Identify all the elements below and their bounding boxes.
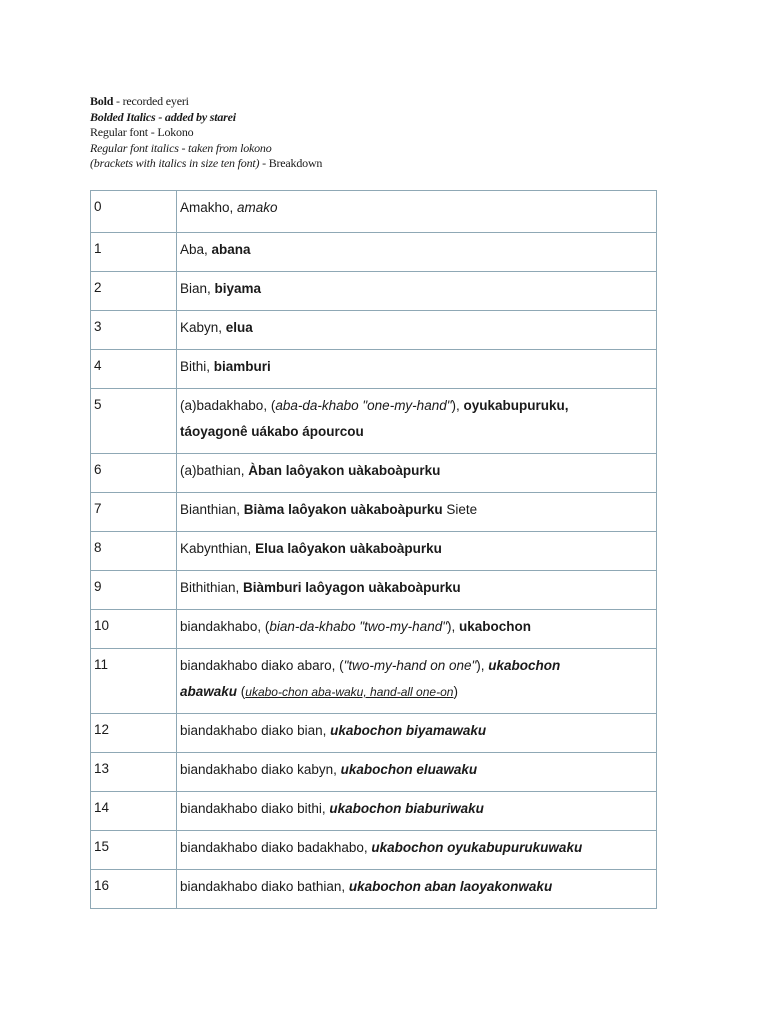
word-fragment: biandakhabo diako bathian, [180, 879, 349, 894]
word-fragment: ( [237, 684, 246, 699]
word-fragment: biandakhabo diako bithi, [180, 801, 330, 816]
word-fragment: ukabochon aban laoyakonwaku [348, 879, 553, 894]
table-row [91, 233, 657, 272]
number-cell: 14 [91, 792, 177, 831]
word-fragment: Kabyn, [180, 320, 226, 335]
word-fragment: ), [476, 658, 489, 673]
word-line [180, 714, 653, 744]
word-fragment: Siete [442, 502, 478, 517]
word-cell [177, 831, 657, 870]
word-line [180, 389, 653, 419]
word-fragment: Elua laôyakon uàkaboàpurku [255, 541, 442, 556]
word-fragment: biandakhabo diako bian, [180, 723, 331, 738]
word-fragment: (a)bathian, [180, 463, 249, 478]
word-fragment: Amakho, [180, 200, 238, 215]
word-fragment: "two-my-hand on one" [343, 658, 477, 673]
number-cell: 7 [91, 493, 177, 532]
word-fragment: biandakhabo, ( [180, 619, 270, 634]
word-fragment: biandakhabo diako kabyn, [180, 762, 341, 777]
table-row [91, 389, 657, 454]
word-fragment: Biàmburi laôyagon uàkaboàpurku [243, 580, 461, 595]
word-cell [177, 649, 657, 714]
word-line [180, 679, 653, 705]
table-row [91, 191, 657, 233]
number-cell: 9 [91, 571, 177, 610]
table-row [91, 311, 657, 350]
number-cell: 16 [91, 870, 177, 909]
word-cell [177, 493, 657, 532]
number-table-body [91, 191, 657, 909]
number-cell: 3 [91, 311, 177, 350]
word-fragment: ukabo-chon aba-waku, hand-all one-on [245, 685, 454, 699]
word-fragment: ) [453, 684, 458, 699]
table-row [91, 753, 657, 792]
word-fragment: biyama [214, 281, 262, 296]
number-cell: 10 [91, 610, 177, 649]
word-line [180, 792, 653, 822]
table-row [91, 831, 657, 870]
word-fragment: Bian, [180, 281, 215, 296]
table-row [91, 610, 657, 649]
legend-brackets-line [90, 156, 322, 172]
table-row [91, 532, 657, 571]
word-fragment: Biàma laôyakon uàkaboàpurku [243, 502, 443, 517]
word-fragment: Kabynthian, [180, 541, 256, 556]
number-cell: 1 [91, 233, 177, 272]
word-fragment: ), [451, 398, 464, 413]
word-fragment: aba-da-khabo "one-my-hand" [275, 398, 452, 413]
word-cell [177, 389, 657, 454]
word-cell [177, 571, 657, 610]
word-fragment: elua [225, 320, 253, 335]
word-fragment: ), [447, 619, 460, 634]
legend-bold-line [90, 94, 322, 110]
word-line [180, 493, 653, 523]
word-line [180, 571, 653, 601]
word-fragment: ukabochon eluawaku [340, 762, 478, 777]
number-cell: 11 [91, 649, 177, 714]
word-cell [177, 191, 657, 233]
table-row [91, 493, 657, 532]
word-fragment: biandakhabo diako abaro, ( [180, 658, 344, 673]
number-cell: 15 [91, 831, 177, 870]
word-fragment: abana [211, 242, 251, 257]
word-line [180, 610, 653, 640]
word-cell [177, 610, 657, 649]
table-row [91, 649, 657, 714]
formatting-legend [90, 94, 322, 172]
word-line [180, 870, 653, 900]
table-row [91, 870, 657, 909]
word-fragment: amako [237, 200, 278, 215]
legend-brackets-italic: (brackets with italics in size ten font) [90, 156, 260, 170]
word-cell [177, 454, 657, 493]
legend-bolded-italics: Bolded Italics - added by starei [90, 109, 236, 124]
word-cell [177, 233, 657, 272]
word-fragment: Aba, [180, 242, 212, 257]
word-line [180, 350, 653, 380]
number-cell: 0 [91, 191, 177, 233]
number-cell: 13 [91, 753, 177, 792]
word-fragment: Bithithian, [180, 580, 244, 595]
word-line [180, 272, 653, 302]
word-fragment: ukabochon oyukabupurukuwaku [371, 840, 583, 855]
word-line [180, 831, 653, 861]
word-fragment: ukabochon [459, 619, 532, 634]
table-row [91, 454, 657, 493]
word-cell [177, 532, 657, 571]
number-cell: 5 [91, 389, 177, 454]
word-fragment: bian-da-khabo "two-my-hand" [269, 619, 448, 634]
word-fragment: Àban laôyakon uàkaboàpurku [248, 463, 441, 478]
word-fragment: biamburi [213, 359, 271, 374]
word-fragment: abawaku [180, 684, 238, 699]
legend-bold-desc: - recorded eyeri [113, 94, 189, 108]
word-cell [177, 350, 657, 389]
word-fragment: Bithi, [180, 359, 214, 374]
table-row [91, 272, 657, 311]
legend-regular-italics: Regular font italics - taken from lokono [90, 140, 272, 155]
word-cell [177, 714, 657, 753]
word-fragment: ukabochon [488, 658, 561, 673]
number-cell: 2 [91, 272, 177, 311]
legend-bold-label: Bold [90, 94, 114, 108]
word-cell [177, 870, 657, 909]
word-line [180, 419, 653, 445]
word-fragment: biandakhabo diako badakhabo, [180, 840, 372, 855]
word-cell [177, 272, 657, 311]
word-cell [177, 792, 657, 831]
number-cell: 12 [91, 714, 177, 753]
word-line [180, 753, 653, 783]
word-fragment: táoyagonê uákabo ápourcou [180, 424, 364, 439]
word-fragment: (a)badakhabo, ( [180, 398, 276, 413]
word-cell [177, 311, 657, 350]
word-fragment: ukabochon biaburiwaku [329, 801, 484, 816]
table-row [91, 792, 657, 831]
word-line [180, 454, 653, 484]
word-fragment: Bianthian, [180, 502, 244, 517]
table-row [91, 714, 657, 753]
word-cell [177, 753, 657, 792]
table-row [91, 571, 657, 610]
number-cell: 6 [91, 454, 177, 493]
word-fragment: oyukabupuruku, [463, 398, 569, 413]
word-line [180, 233, 653, 263]
word-line [180, 191, 653, 221]
word-line [180, 311, 653, 341]
number-table [90, 190, 657, 909]
number-cell: 4 [91, 350, 177, 389]
word-line [180, 649, 653, 679]
word-fragment: ukabochon biyamawaku [330, 723, 487, 738]
legend-regular: Regular font - Lokono [90, 125, 194, 139]
legend-brackets-desc: - Breakdown [259, 156, 323, 170]
number-cell: 8 [91, 532, 177, 571]
word-line [180, 532, 653, 562]
table-row [91, 350, 657, 389]
